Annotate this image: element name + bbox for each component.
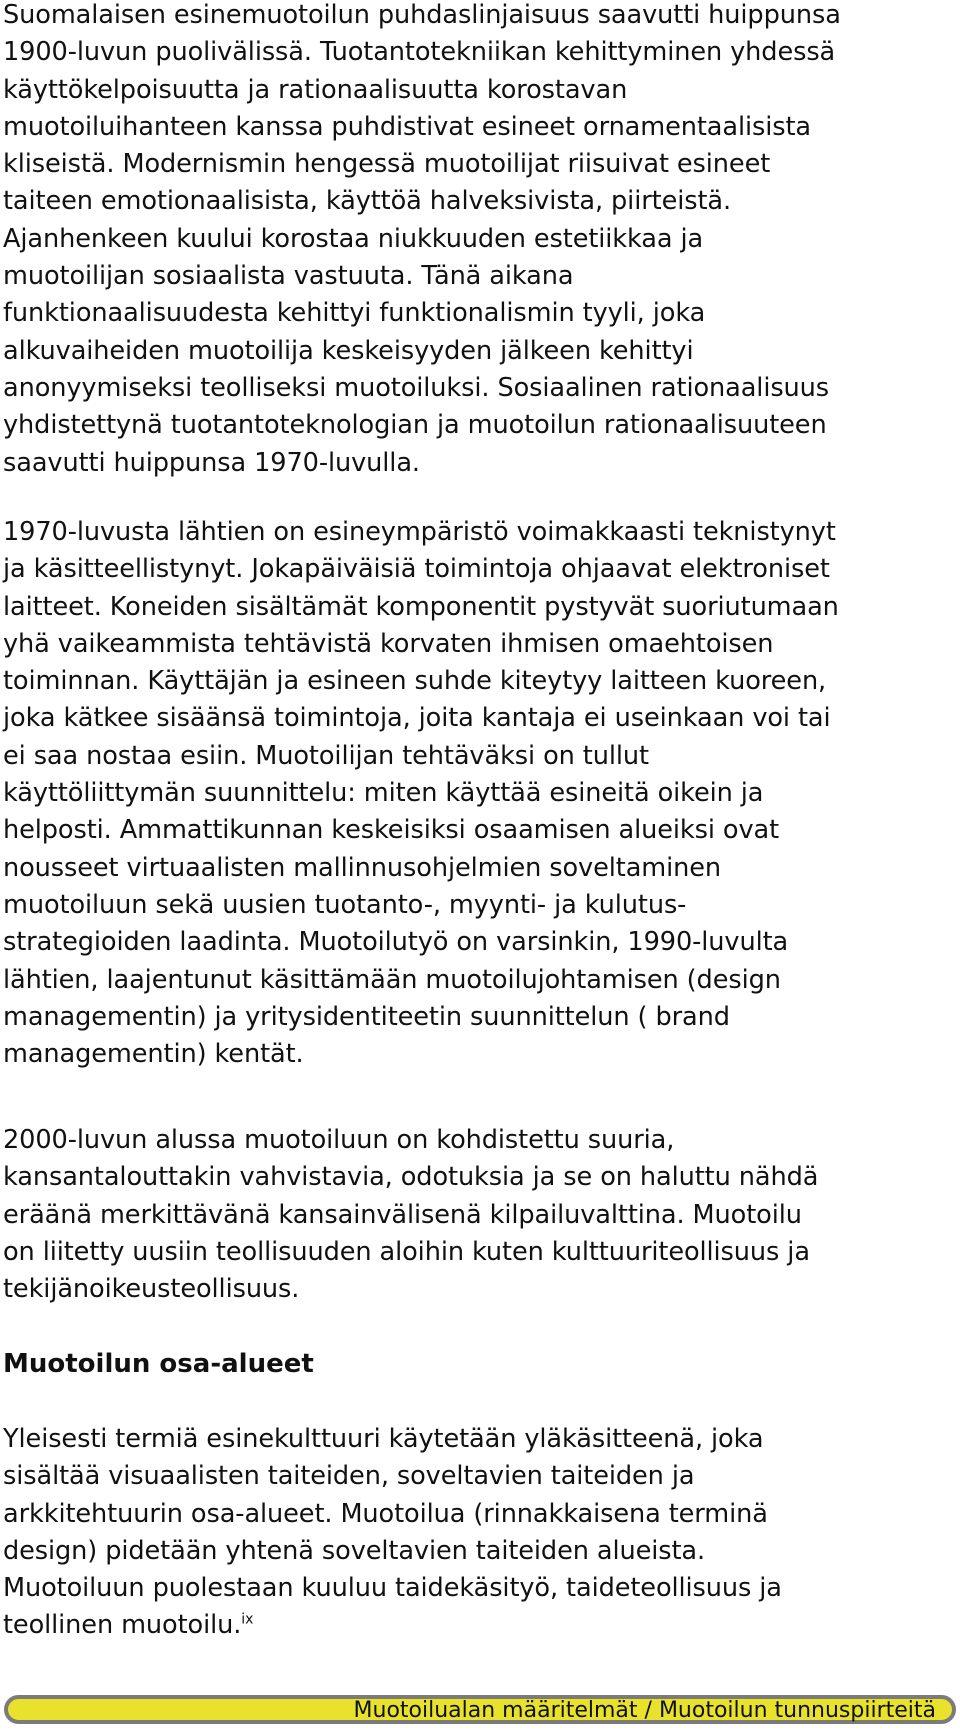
footer-bar [4,1695,956,1724]
paragraph-2000s: 2000-luvun alussa muotoiluun on kohdistettu suuria, kansantalouttakin vahvistavia, odotuksia ja se on haluttu nähdä eräänä merkittävänä kansainvälisenä kilpailuvalttina. Muotoilu on liitetty uusiin teollisuuden aloihin kuten kulttuuriteollisuus ja tekijänoikeusteollisuus. [3,1125,819,1305]
paragraph-modernism: Suomalaisen esinemuotoilun puhdaslinjaisuus saavutti huippunsa 1900-luvun puolivälissä. Tuotantotekniikan kehittyminen yhdessä käyttökelpoisuutta ja rationaalisuutta korostavan muotoiluihanteen kanssa puhdistivat esineet ornamentaalisista kliseistä. Modernismin hengessä muotoilijat riisuivat esineet taiteen emotionaalisista, käyttöä halveksivista, piirteistä. Ajanhenkeen kuului korostaa niukkuuden estetiikkaa ja muotoilijan sosiaalista vastuuta. Tänä aikana funktionaalisuudesta kehittyi funktionalismin tyyli, joka alkuvaiheiden muotoilija keskeisyyden jälkeen kehittyi anonyymiseksi teolliseksi muotoiluksi. Sosiaalinen rationaalisuus yhdistettynä tuotantoteknologian ja muotoilun rationaalisuuteen saavutti huippunsa 1970-luvulla. [3,0,841,478]
paragraph-subfields-text: Yleisesti termiä esinekulttuuri käytetään yläkäsitteenä, joka sisältää visuaalisten taiteiden, soveltavien taiteiden ja arkkitehtuurin osa-alueet. Muotoilua (rinnakkaisena terminä design) pidetään yhtenä soveltavien taiteiden alueista. Muotoiluun puolestaan kuuluu taidekäsityö, taideteollisuus ja teollinen muotoilu. [3,1424,782,1641]
section-heading: Muotoilun osa-alueet [3,1349,314,1379]
paragraph-subfields [3,1421,782,1645]
paragraph-technologization: 1970-luvusta lähtien on esineympäristö voimakkaasti teknistynyt ja käsitteellistynyt. Jokapäiväisiä toimintoja ohjaavat elektroniset laitteet. Koneiden sisältämät komponentit pystyvät suoriutumaan yhä vaikeammista tehtävistä korvaten ihmisen omaehtoisen toiminnan. Käyttäjän ja esineen suhde kiteytyy laitteen kuoreen, joka kätkee sisäänsä toimintoja, joita kantaja ei useinkaan voi tai ei saa nostaa esiin. Muotoilijan tehtäväksi on tullut käyttöliittymän suunnittelu: miten käyttää esineitä oikein ja helposti. Ammattikunnan keskeisiksi osaamisen alueiksi ovat nousseet virtuaalisten mallinnusohjelmien soveltaminen muotoiluun sekä uusien tuotanto-, myynti- ja kulutus- strategioiden laadinta. Muotoilutyö on varsinkin, 1990-luvulta lähtien, laajentunut käsittämään muotoilujohtamisen (design managementin) ja yritysidentiteetin suunnittelun ( brand managementin) kentät. [3,517,839,1070]
footer-section-title: Muotoilualan määritelmät / Muotoilun tunnuspiirteitä [353,1698,936,1723]
footnote-reference: ix [241,1611,254,1628]
